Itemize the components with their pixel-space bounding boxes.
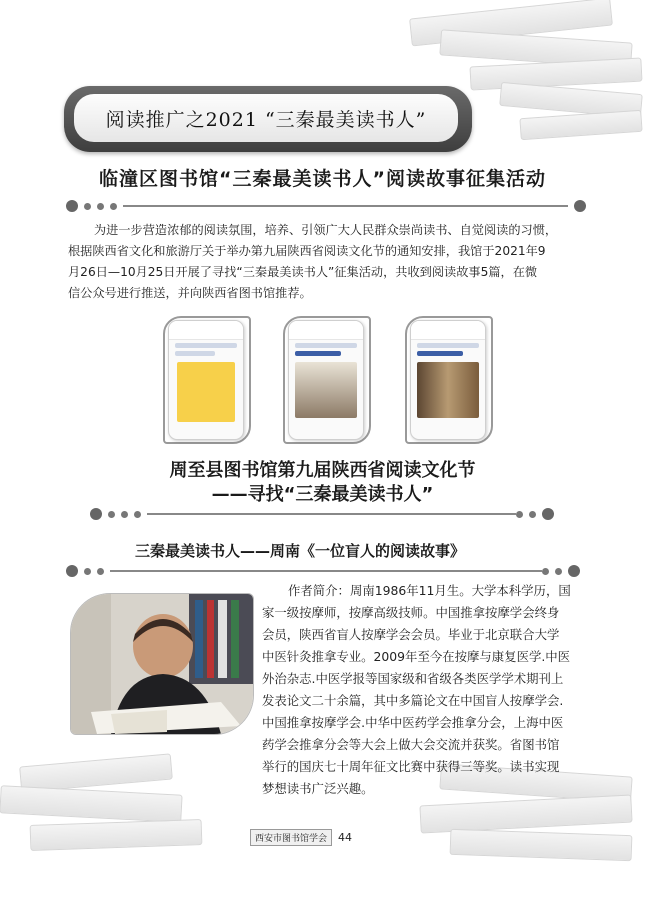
bio-line: 发表论文二十余篇，其中多篇论文在中国盲人按摩学会. <box>262 693 564 708</box>
bio-line: 药学会推拿分会等大会上做大会交流并获奖。省图书馆 <box>262 737 560 752</box>
bio-line: 举行的国庆七十周年征文比赛中获得三等奖。读书实现 <box>262 759 560 774</box>
section2-subtitle: 三秦最美读书人——周南《一位盲人的阅读故事》 <box>135 542 466 560</box>
divider-3 <box>66 565 586 577</box>
banner-title: 阅读推广之2021 “三秦最美读书人” <box>105 108 427 131</box>
bio-line: 梦想读书广泛兴趣。 <box>262 781 374 796</box>
paragraph-line: 根据陕西省文化和旅游厅关于举办第九届陕西省阅读文化节的通知安排，我馆于2021年9 <box>68 244 546 258</box>
section2-title-line2: ——寻找“三秦最美读书人” <box>211 484 434 505</box>
bio-line: 会员，陕西省盲人按摩学会会员。毕业于北京联合大学 <box>262 627 560 642</box>
wechat-screenshot-3 <box>410 320 486 440</box>
section1-paragraph-cont <box>68 241 546 304</box>
bio-line: 作者简介：周南1986年11月生。大学本科学历，国 <box>288 583 571 598</box>
section1-title: 临潼区图书馆“三秦最美读书人”阅读故事征集活动 <box>99 168 546 190</box>
paragraph-line: 为进一步营造浓郁的阅读氛围，培养、引领广大人民群众崇尚读书、自觉阅读的习惯， <box>94 223 558 237</box>
section2-title-line1: 周至县图书馆第九届陕西省阅读文化节 <box>169 460 476 481</box>
bio-paragraph <box>262 602 570 800</box>
page-footer <box>250 829 352 846</box>
bio-line: 家一级按摩师，按摩高级技师。中国推拿按摩学会终身 <box>262 605 560 620</box>
bio-line: 外治杂志.中医学报等国家级和省级各类医学学术期刊上 <box>262 671 564 686</box>
reader-photo <box>70 593 254 735</box>
bio-line: 中国推拿按摩学会.中华中医药学会推拿分会，上海中医 <box>262 715 564 730</box>
footer-org: 西安市图书馆学会 <box>250 829 332 846</box>
section-banner <box>64 86 472 152</box>
wechat-screenshot-1 <box>168 320 244 440</box>
divider-1 <box>66 200 586 212</box>
bio-line: 中医针灸推拿专业。2009年至今在按摩与康复医学.中医 <box>262 649 571 664</box>
paragraph-line: 月26日—10月25日开展了寻找“三秦最美读书人”征集活动，共收到阅读故事5篇，在微 <box>68 265 538 279</box>
bio-paragraph-start <box>288 580 571 602</box>
section1-paragraph <box>94 220 557 241</box>
page-number: 44 <box>338 831 353 844</box>
divider-2 <box>90 508 560 520</box>
paragraph-line: 信公众号进行推送，并向陕西省图书馆推荐。 <box>68 286 312 300</box>
wechat-screenshot-2 <box>288 320 364 440</box>
